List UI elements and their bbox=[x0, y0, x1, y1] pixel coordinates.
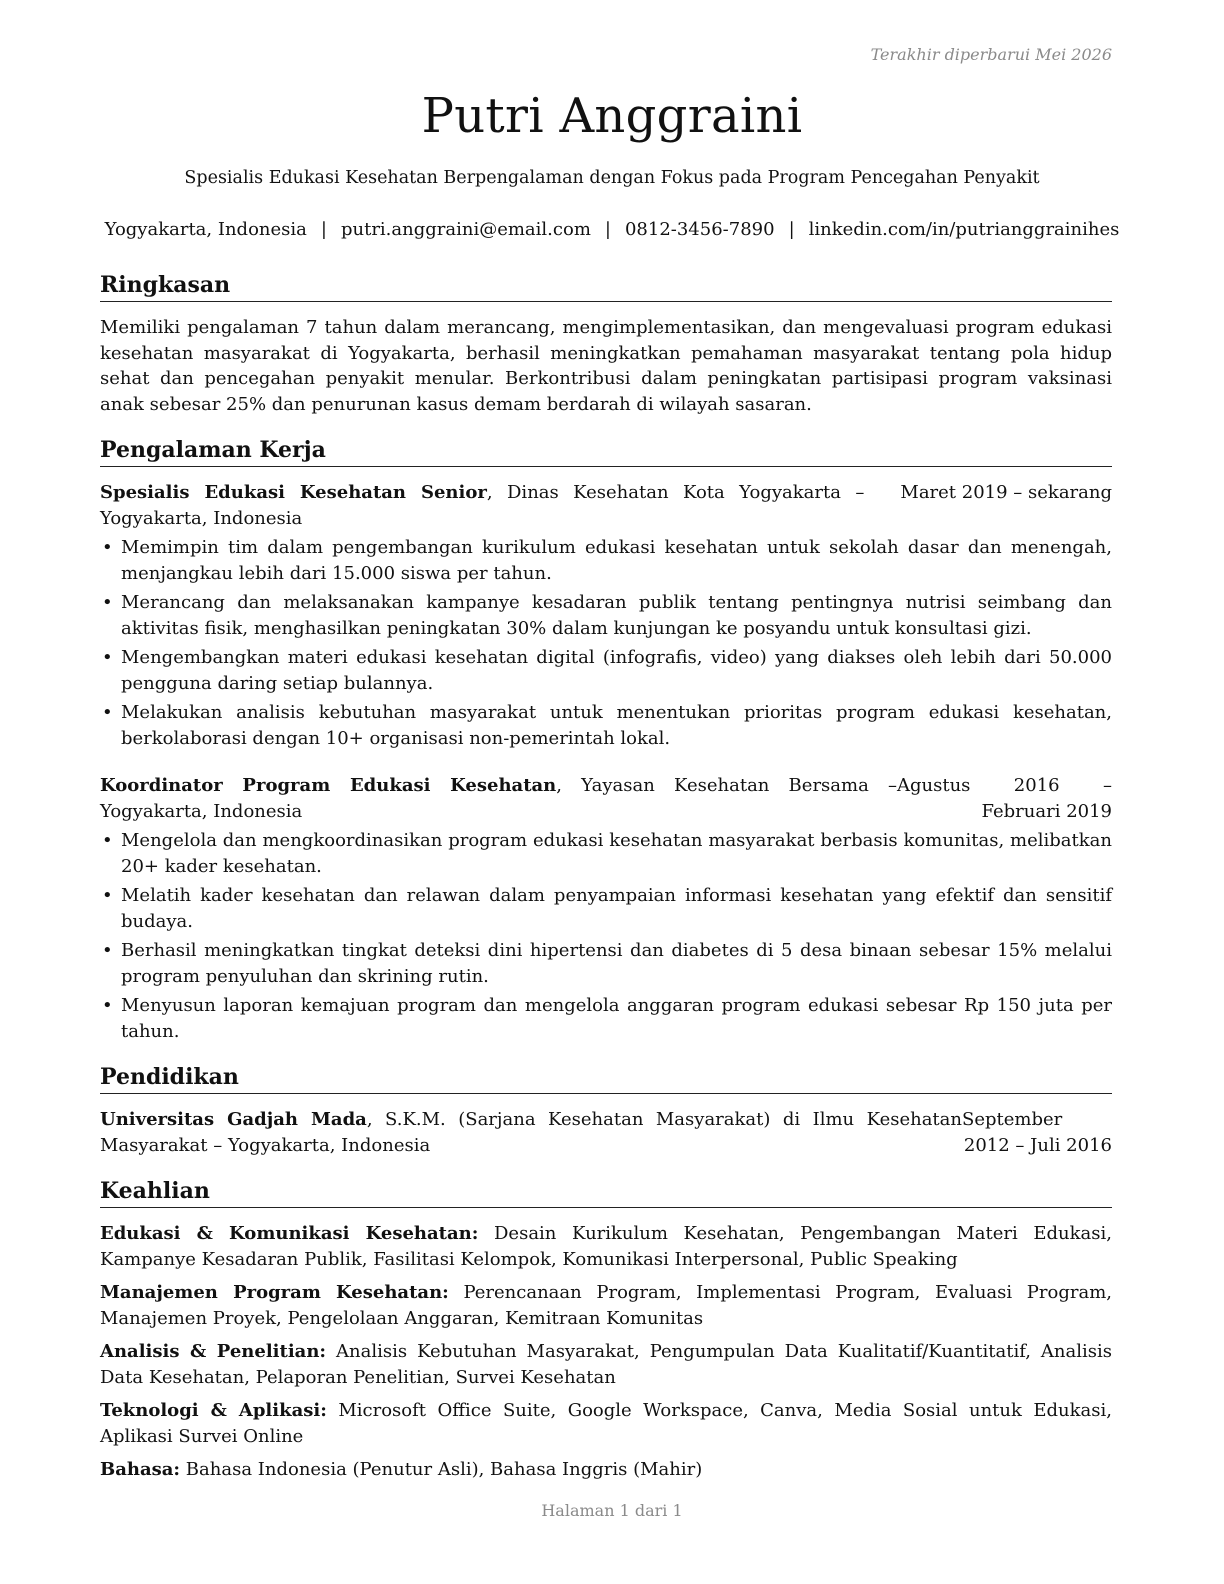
bullet-icon: • bbox=[102, 940, 113, 961]
bullet-icon: • bbox=[102, 592, 113, 613]
education-detail: , S.K.M. (Sarjana Kesehatan Masyarakat) di Ilmu Kesehatan Masyarakat – Yogyakarta, Indonesia bbox=[100, 1109, 962, 1156]
page-number: Halaman 1 dari 1 bbox=[541, 1501, 683, 1520]
job-title-line bbox=[100, 480, 864, 531]
skill-label: Analisis & Penelitian: bbox=[100, 1341, 327, 1362]
job-bullets bbox=[100, 828, 1112, 1044]
summary-text: Memiliki pengalaman 7 tahun dalam merancang, mengimplementasikan, dan mengevaluasi program edukasi kesehatan masyarakat di Yogyakarta, berhasil meningkatkan pemahaman masyarakat tentang pola hidup sehat dan pencegahan penyakit menular. Berkontribusi dalam peningkatan partisipasi program vaksinasi anak sebesar 25% dan penurunan kasus demam berdarah di wilayah sasaran. bbox=[100, 317, 1112, 415]
bullet-icon: • bbox=[102, 702, 113, 723]
skill-row bbox=[100, 1398, 1112, 1449]
section-title-education: Pendidikan bbox=[100, 1062, 1112, 1094]
bullet-icon: • bbox=[102, 995, 113, 1016]
job-org: , Dinas Kesehatan Kota Yogyakarta – Yogyakarta, Indonesia bbox=[100, 482, 865, 529]
skill-row bbox=[100, 1221, 1112, 1272]
contact-separator: | bbox=[604, 219, 611, 240]
job-bullets bbox=[100, 535, 1112, 751]
bullet-icon: • bbox=[102, 647, 113, 668]
contact-separator: | bbox=[320, 219, 327, 240]
skill-value: Desain Kurikulum Kesehatan, Pengembangan Materi Edukasi, Kampanye Kesadaran Publik, Fasilitasi Kelompok, Komunikasi Interpersonal, Public Speaking bbox=[100, 1223, 1112, 1270]
job-dates: Maret 2019 – sekarang bbox=[900, 482, 1112, 503]
list-item: • Memimpin tim dalam pengembangan kurikulum edukasi kesehatan untuk sekolah dasar dan menengah, menjangkau lebih dari 15.000 siswa per tahun. bbox=[102, 537, 1112, 584]
contact-separator: | bbox=[788, 219, 795, 240]
list-item: • Merancang dan melaksanakan kampanye kesadaran publik tentang pentingnya nutrisi seimbang dan aktivitas fisik, menghasilkan peningkatan 30% dalam kunjungan ke posyandu untuk konsultasi gizi. bbox=[102, 592, 1112, 639]
list-item: • Melatih kader kesehatan dan relawan dalam penyampaian informasi kesehatan yang efektif dan sensitif budaya. bbox=[102, 885, 1112, 932]
list-item: • Melakukan analisis kebutuhan masyarakat untuk menentukan prioritas program edukasi kesehatan, berkolaborasi dengan 10+ organisasi non-pemerintah lokal. bbox=[102, 702, 1112, 749]
skill-value: Microsoft Office Suite, Google Workspace, Canva, Media Sosial untuk Edukasi, Aplikasi Survei Online bbox=[100, 1400, 1112, 1447]
bullet-icon: • bbox=[102, 537, 113, 558]
education-school: Universitas Gadjah Mada bbox=[100, 1109, 367, 1130]
skill-label: Teknologi & Aplikasi: bbox=[100, 1400, 327, 1421]
skill-label: Edukasi & Komunikasi Kesehatan: bbox=[100, 1223, 479, 1244]
skill-row bbox=[100, 1457, 1112, 1483]
job-header bbox=[100, 773, 1112, 824]
candidate-name: Putri Anggraini bbox=[421, 88, 803, 144]
job-dates: Agustus 2016 – Februari 2019 bbox=[897, 775, 1112, 822]
contact-linkedin[interactable]: linkedin.com/in/putrianggrainihes bbox=[808, 219, 1120, 240]
contact-phone: 0812-3456-7890 bbox=[624, 219, 775, 240]
education-dates: September 2012 – Juli 2016 bbox=[962, 1109, 1112, 1156]
skill-value: Perencanaan Program, Implementasi Program, Evaluasi Program, Manajemen Proyek, Pengelolaan Anggaran, Kemitraan Komunitas bbox=[100, 1282, 1112, 1329]
skill-row bbox=[100, 1339, 1112, 1390]
skills-section bbox=[100, 1176, 1112, 1483]
contact-location: Yogyakarta, Indonesia bbox=[104, 219, 307, 240]
candidate-tagline: Spesialis Edukasi Kesehatan Berpengalaman dengan Fokus pada Program Pencegahan Penyakit bbox=[184, 168, 1040, 188]
job-org: , Yayasan Kesehatan Bersama – Yogyakarta, Indonesia bbox=[100, 775, 897, 822]
resume-content bbox=[100, 270, 1112, 1501]
job-role: Koordinator Program Edukasi Kesehatan bbox=[100, 775, 557, 796]
section-title-skills: Keahlian bbox=[100, 1176, 1112, 1208]
list-item: • Mengembangkan materi edukasi kesehatan digital (infografis, video) yang diakses oleh lebih dari 50.000 pengguna daring setiap bulannya. bbox=[102, 647, 1112, 694]
job-header bbox=[100, 480, 1112, 531]
skill-label: Manajemen Program Kesehatan: bbox=[100, 1282, 449, 1303]
skill-value: Analisis Kebutuhan Masyarakat, Pengumpulan Data Kualitatif/Kuantitatif, Analisis Data Kesehatan, Pelaporan Penelitian, Survei Kesehatan bbox=[100, 1341, 1113, 1388]
education-section bbox=[100, 1062, 1112, 1158]
skill-value: Bahasa Indonesia (Penutur Asli), Bahasa Inggris (Mahir) bbox=[180, 1459, 703, 1480]
job-entry bbox=[100, 480, 1112, 751]
education-line bbox=[100, 1107, 962, 1158]
job-title-line bbox=[100, 773, 897, 824]
contact-line bbox=[0, 219, 1224, 240]
list-item: • Mengelola dan mengkoordinasikan program edukasi kesehatan masyarakat berbasis komunitas, melibatkan 20+ kader kesehatan. bbox=[102, 830, 1112, 877]
contact-email[interactable]: putri.anggraini@email.com bbox=[340, 219, 591, 240]
job-role: Spesialis Edukasi Kesehatan Senior bbox=[100, 482, 487, 503]
list-item: • Berhasil meningkatkan tingkat deteksi dini hipertensi dan diabetes di 5 desa binaan sebesar 15% melalui program penyuluhan dan skrining rutin. bbox=[102, 940, 1112, 987]
experience-section bbox=[100, 435, 1112, 1044]
list-item: • Menyusun laporan kemajuan program dan mengelola anggaran program edukasi sebesar Rp 150 juta per tahun. bbox=[102, 995, 1112, 1042]
skill-row bbox=[100, 1280, 1112, 1331]
bullet-icon: • bbox=[102, 830, 113, 851]
section-title-experience: Pengalaman Kerja bbox=[100, 435, 1112, 467]
education-header bbox=[100, 1107, 1112, 1158]
last-updated-note: Terakhir diperbarui Mei 2026 bbox=[870, 45, 1112, 64]
summary-section bbox=[100, 270, 1112, 417]
job-entry bbox=[100, 773, 1112, 1044]
skill-label: Bahasa: bbox=[100, 1459, 181, 1480]
bullet-icon: • bbox=[102, 885, 113, 906]
section-title-summary: Ringkasan bbox=[100, 270, 1112, 302]
